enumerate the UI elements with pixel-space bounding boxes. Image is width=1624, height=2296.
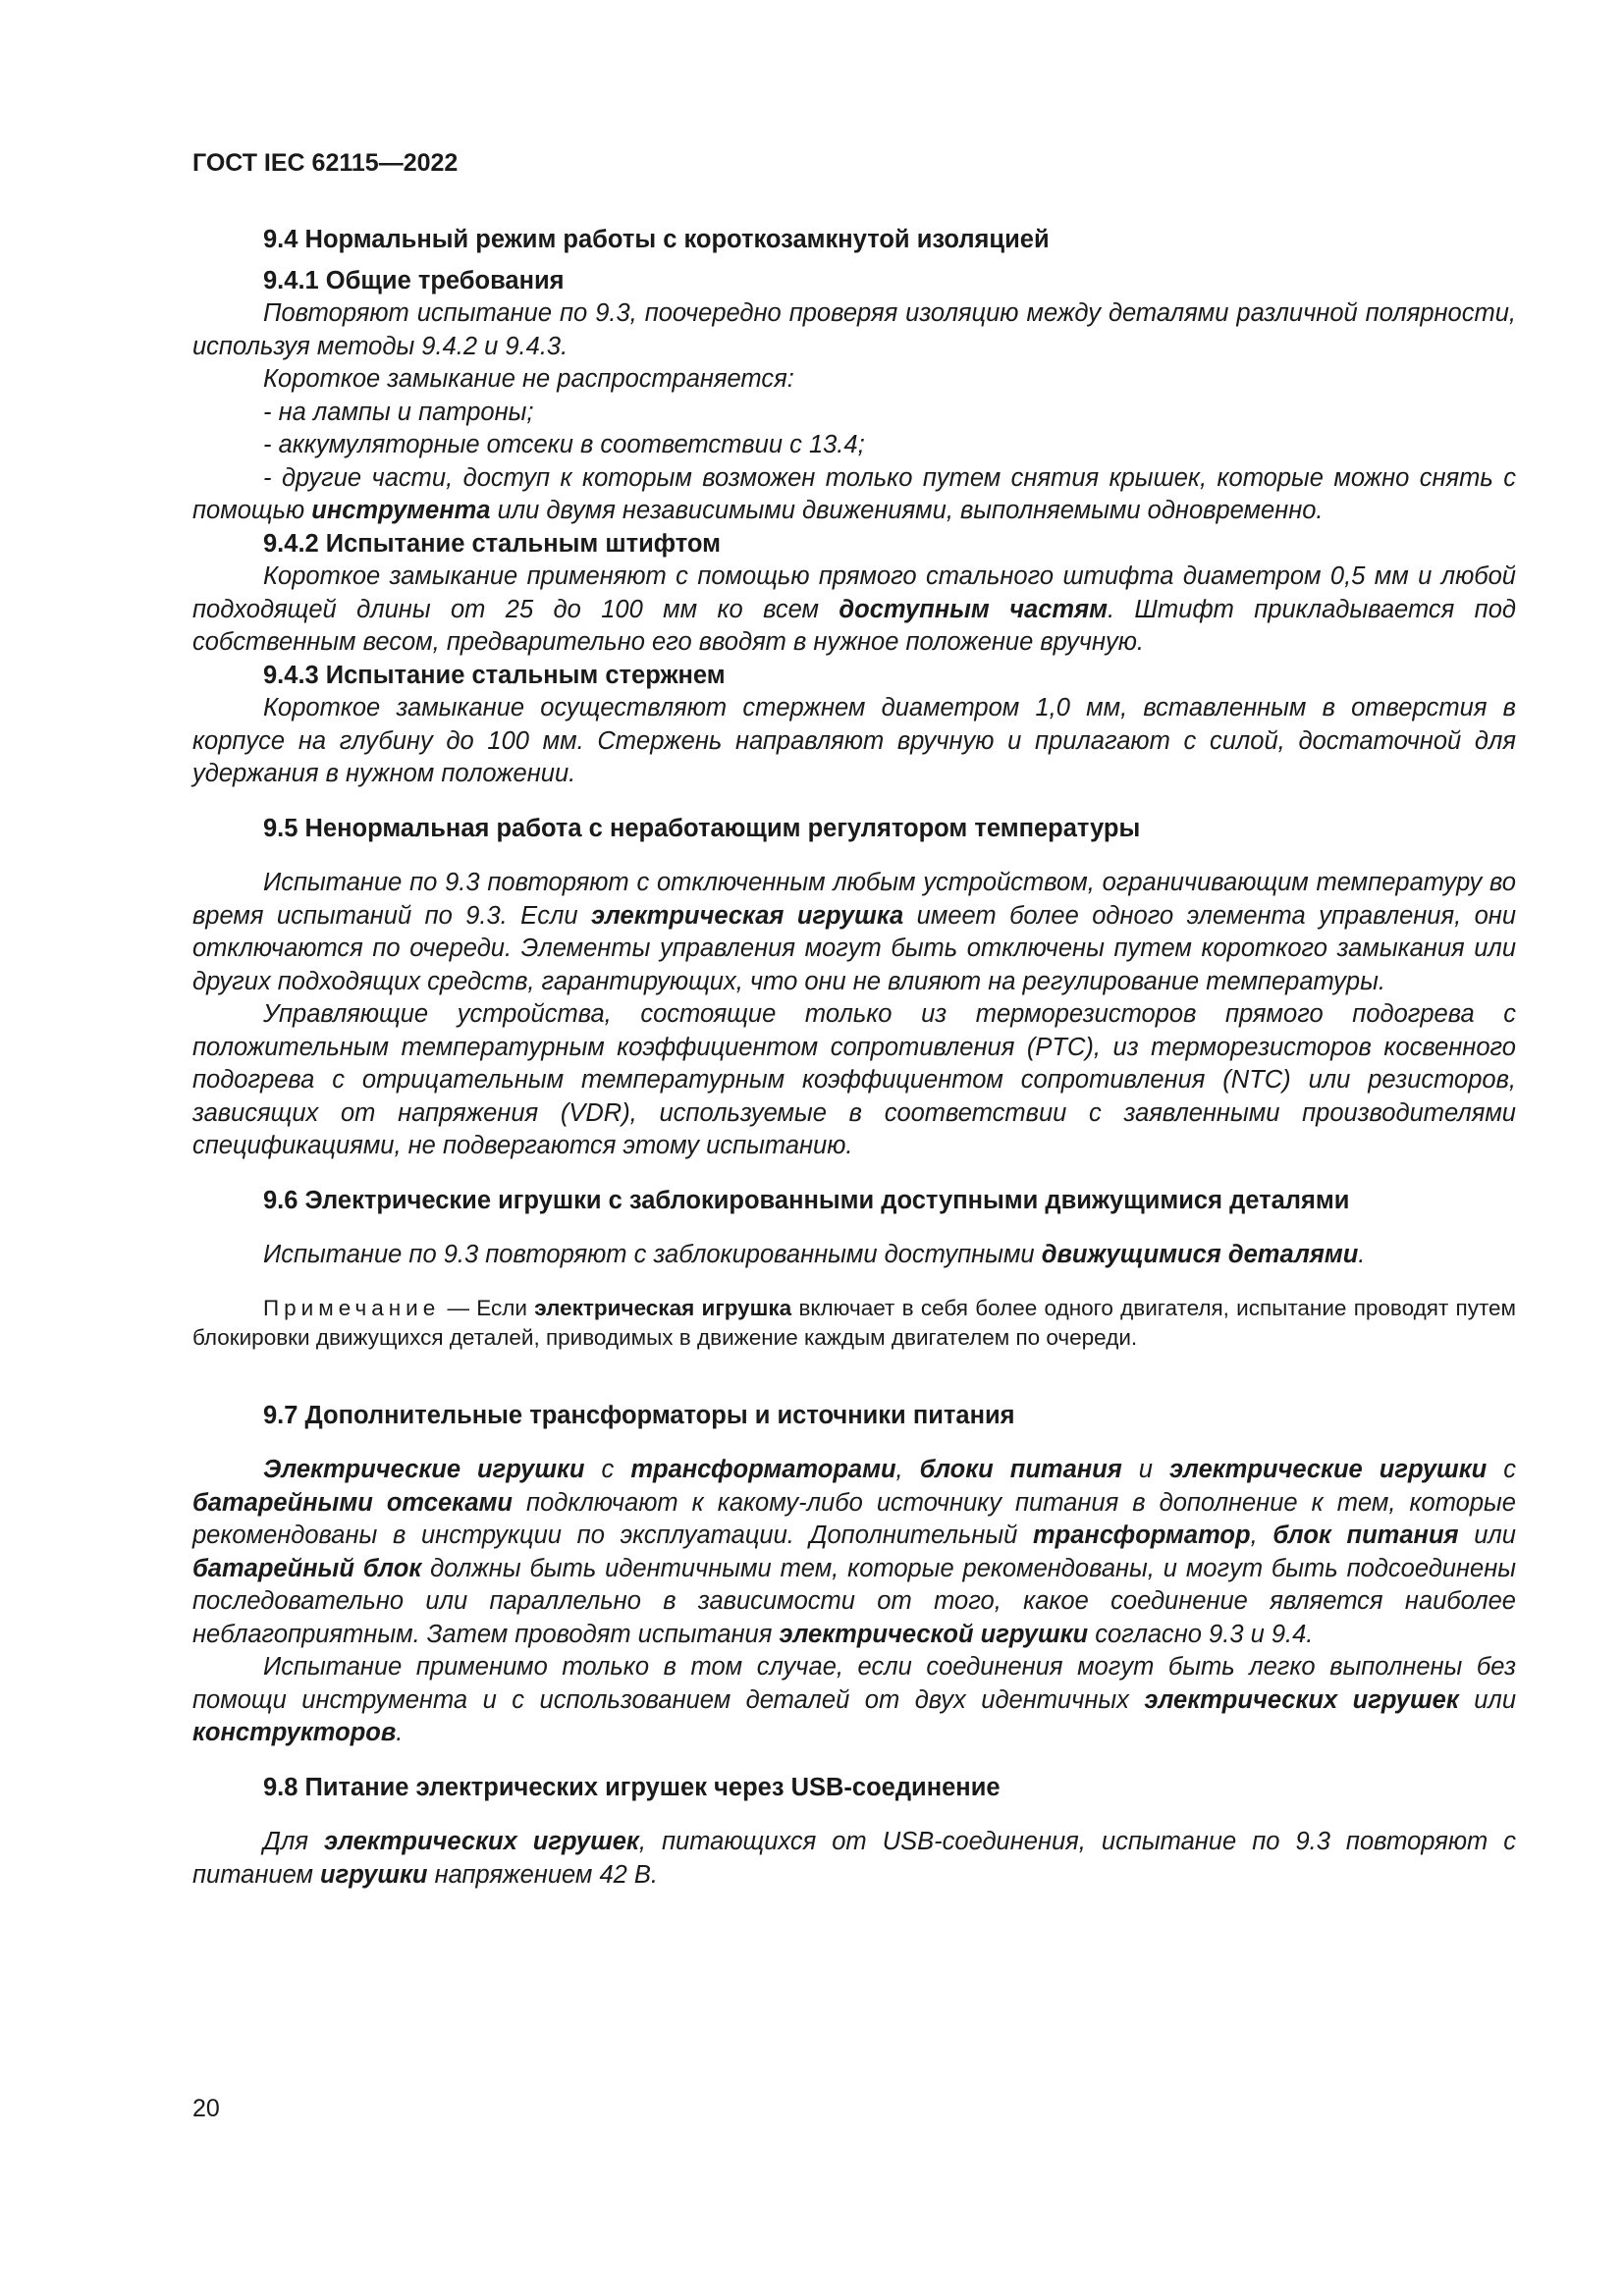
paragraph: Управляющие устройства, состоящие только из терморезисторов прямого подогрева с положительным температурным коэффициентом сопротивления (PTC), из терморезисторов косвенного подогрева с отрицательным температурным коэффициентом сопротивления (NTC) или резисторов, зависящих от напряжения (VDR), используемые в соответствии с заявленными производителями спецификациями, не подвергаются этому испытанию. (192, 1000, 1516, 1159)
section-9-7-title: 9.7 Дополнительные трансформаторы и источники питания (263, 1401, 1015, 1429)
section-9-4-2-title: 9.4.2 Испытание стальным штифтом (263, 529, 722, 558)
term: движущимися деталями (1041, 1241, 1359, 1268)
list-item: - аккумуляторные отсеки в соответствии с 13.4; (263, 431, 865, 458)
term: трансформаторами (630, 1456, 896, 1483)
term: Электрические игрушки (263, 1456, 585, 1483)
term: электрическая игрушка (534, 1295, 792, 1320)
paragraph: Короткое замыкание не распространяется: (263, 365, 794, 393)
term: игрушки (320, 1860, 428, 1889)
paragraph: Электрические игрушки с трансформаторами, блоки питания и электрические игрушки с батарейными отсеками подключают к какому-либо источнику питания в дополнение к тем, которые рекомендованы в инструкции по эксплуатации. Дополнительный трансформатор, блок питания или батарейный блок должны быть идентичными тем, которые рекомендованы, и могут быть подсоединены последовательно или параллельно в зависимости от того, какое соединение является наиболее неблагоприятным. Затем проводят испытания электрической игрушки согласно 9.3 и 9.4. (192, 1456, 1517, 1648)
term: блок питания (1272, 1522, 1459, 1549)
paragraph: Испытание по 9.3 повторяют с отключенным любым устройством, ограничивающим температуру во время испытаний по 9.3. Если электрическая игрушка имеет более одного элемента управления, они отключаются по очереди. Элементы управления могут быть отключены путем короткого замыкания или других подходящих средств, гарантирующих, что они не влияют на регулирование температуры. (192, 869, 1517, 995)
term: батарейный блок (192, 1554, 422, 1582)
list-item: - на лампы и патроны; (263, 398, 534, 426)
section-9-8-title: 9.8 Питание электрических игрушек через USB-соединение (263, 1773, 1001, 1801)
paragraph: Для электрических игрушек, питающихся от USB-соединения, испытание по 9.3 повторяют с питанием игрушки напряжением 42 В. (192, 1828, 1517, 1889)
term: блоки питания (919, 1456, 1122, 1483)
page-number: 20 (192, 2095, 220, 2122)
term: инструмента (311, 497, 491, 524)
term: батарейными отсеками (192, 1488, 513, 1517)
section-9-6-title: 9.6 Электрические игрушки с заблокированными доступными движущимися деталями (263, 1186, 1350, 1214)
section-9-4-3-title: 9.4.3 Испытание стальным стержнем (263, 661, 726, 689)
term: электрические игрушки (1168, 1456, 1488, 1483)
term: трансформатор (1032, 1522, 1251, 1549)
list-item: - другие части, доступ к которым возможен только путем снятия крышек, которые можно снять с помощью инструмента или двумя независимыми движениями, выполняемыми одновременно. (192, 463, 1516, 524)
section-9-4-1-title: 9.4.1 Общие требования (263, 266, 565, 294)
paragraph: Короткое замыкание осуществляют стержнем диаметром 1,0 мм, вставленным в отверстия в корпусе на глубину до 100 мм. Стержень направляют вручную и прилагают с силой, достаточной для удержания в нужном положении. (192, 694, 1516, 787)
note-label: Примечание (263, 1295, 441, 1320)
term: электрической игрушки (779, 1620, 1089, 1648)
section-9-4-title: 9.4 Нормальный режим работы с короткозамкнутой изоляцией (263, 226, 1050, 253)
paragraph: Испытание по 9.3 повторяют с заблокированными доступными движущимися деталями. (263, 1241, 1366, 1268)
paragraph: Повторяют испытание по 9.3, поочередно проверяя изоляцию между деталями различной полярности, используя методы 9.4.2 и 9.4.3. (192, 299, 1516, 360)
term: электрических игрушек (1144, 1685, 1459, 1714)
document-body (192, 224, 1516, 1892)
term: доступным частям (839, 595, 1108, 623)
paragraph: Испытание применимо только в том случае, если соединения могут быть легко выполнены без помощи инструмента и с использованием деталей от двух идентичных электрических игрушек или конструкторов. (192, 1653, 1516, 1746)
term: конструкторов (192, 1719, 397, 1746)
note: Примечание — Если электрическая игрушка включает в себя более одного двигателя, испытание проводят путем блокировки движущихся деталей, приводимых в движение каждым двигателем по очереди. (192, 1295, 1516, 1350)
document-header: ГОСТ IEC 62115—2022 (192, 149, 459, 177)
term: электрическая игрушка (590, 901, 904, 930)
term: электрических игрушек (324, 1828, 639, 1855)
section-9-5-title: 9.5 Ненормальная работа с неработающим регулятором температуры (263, 814, 1141, 842)
paragraph: Короткое замыкание применяют с помощью прямого стального штифта диаметром 0,5 мм и любой подходящей длины от 25 до 100 мм ко всем доступным частям. Штифт прикладывается под собственным весом, предварительно его вводят в нужное положение вручную. (192, 562, 1516, 656)
